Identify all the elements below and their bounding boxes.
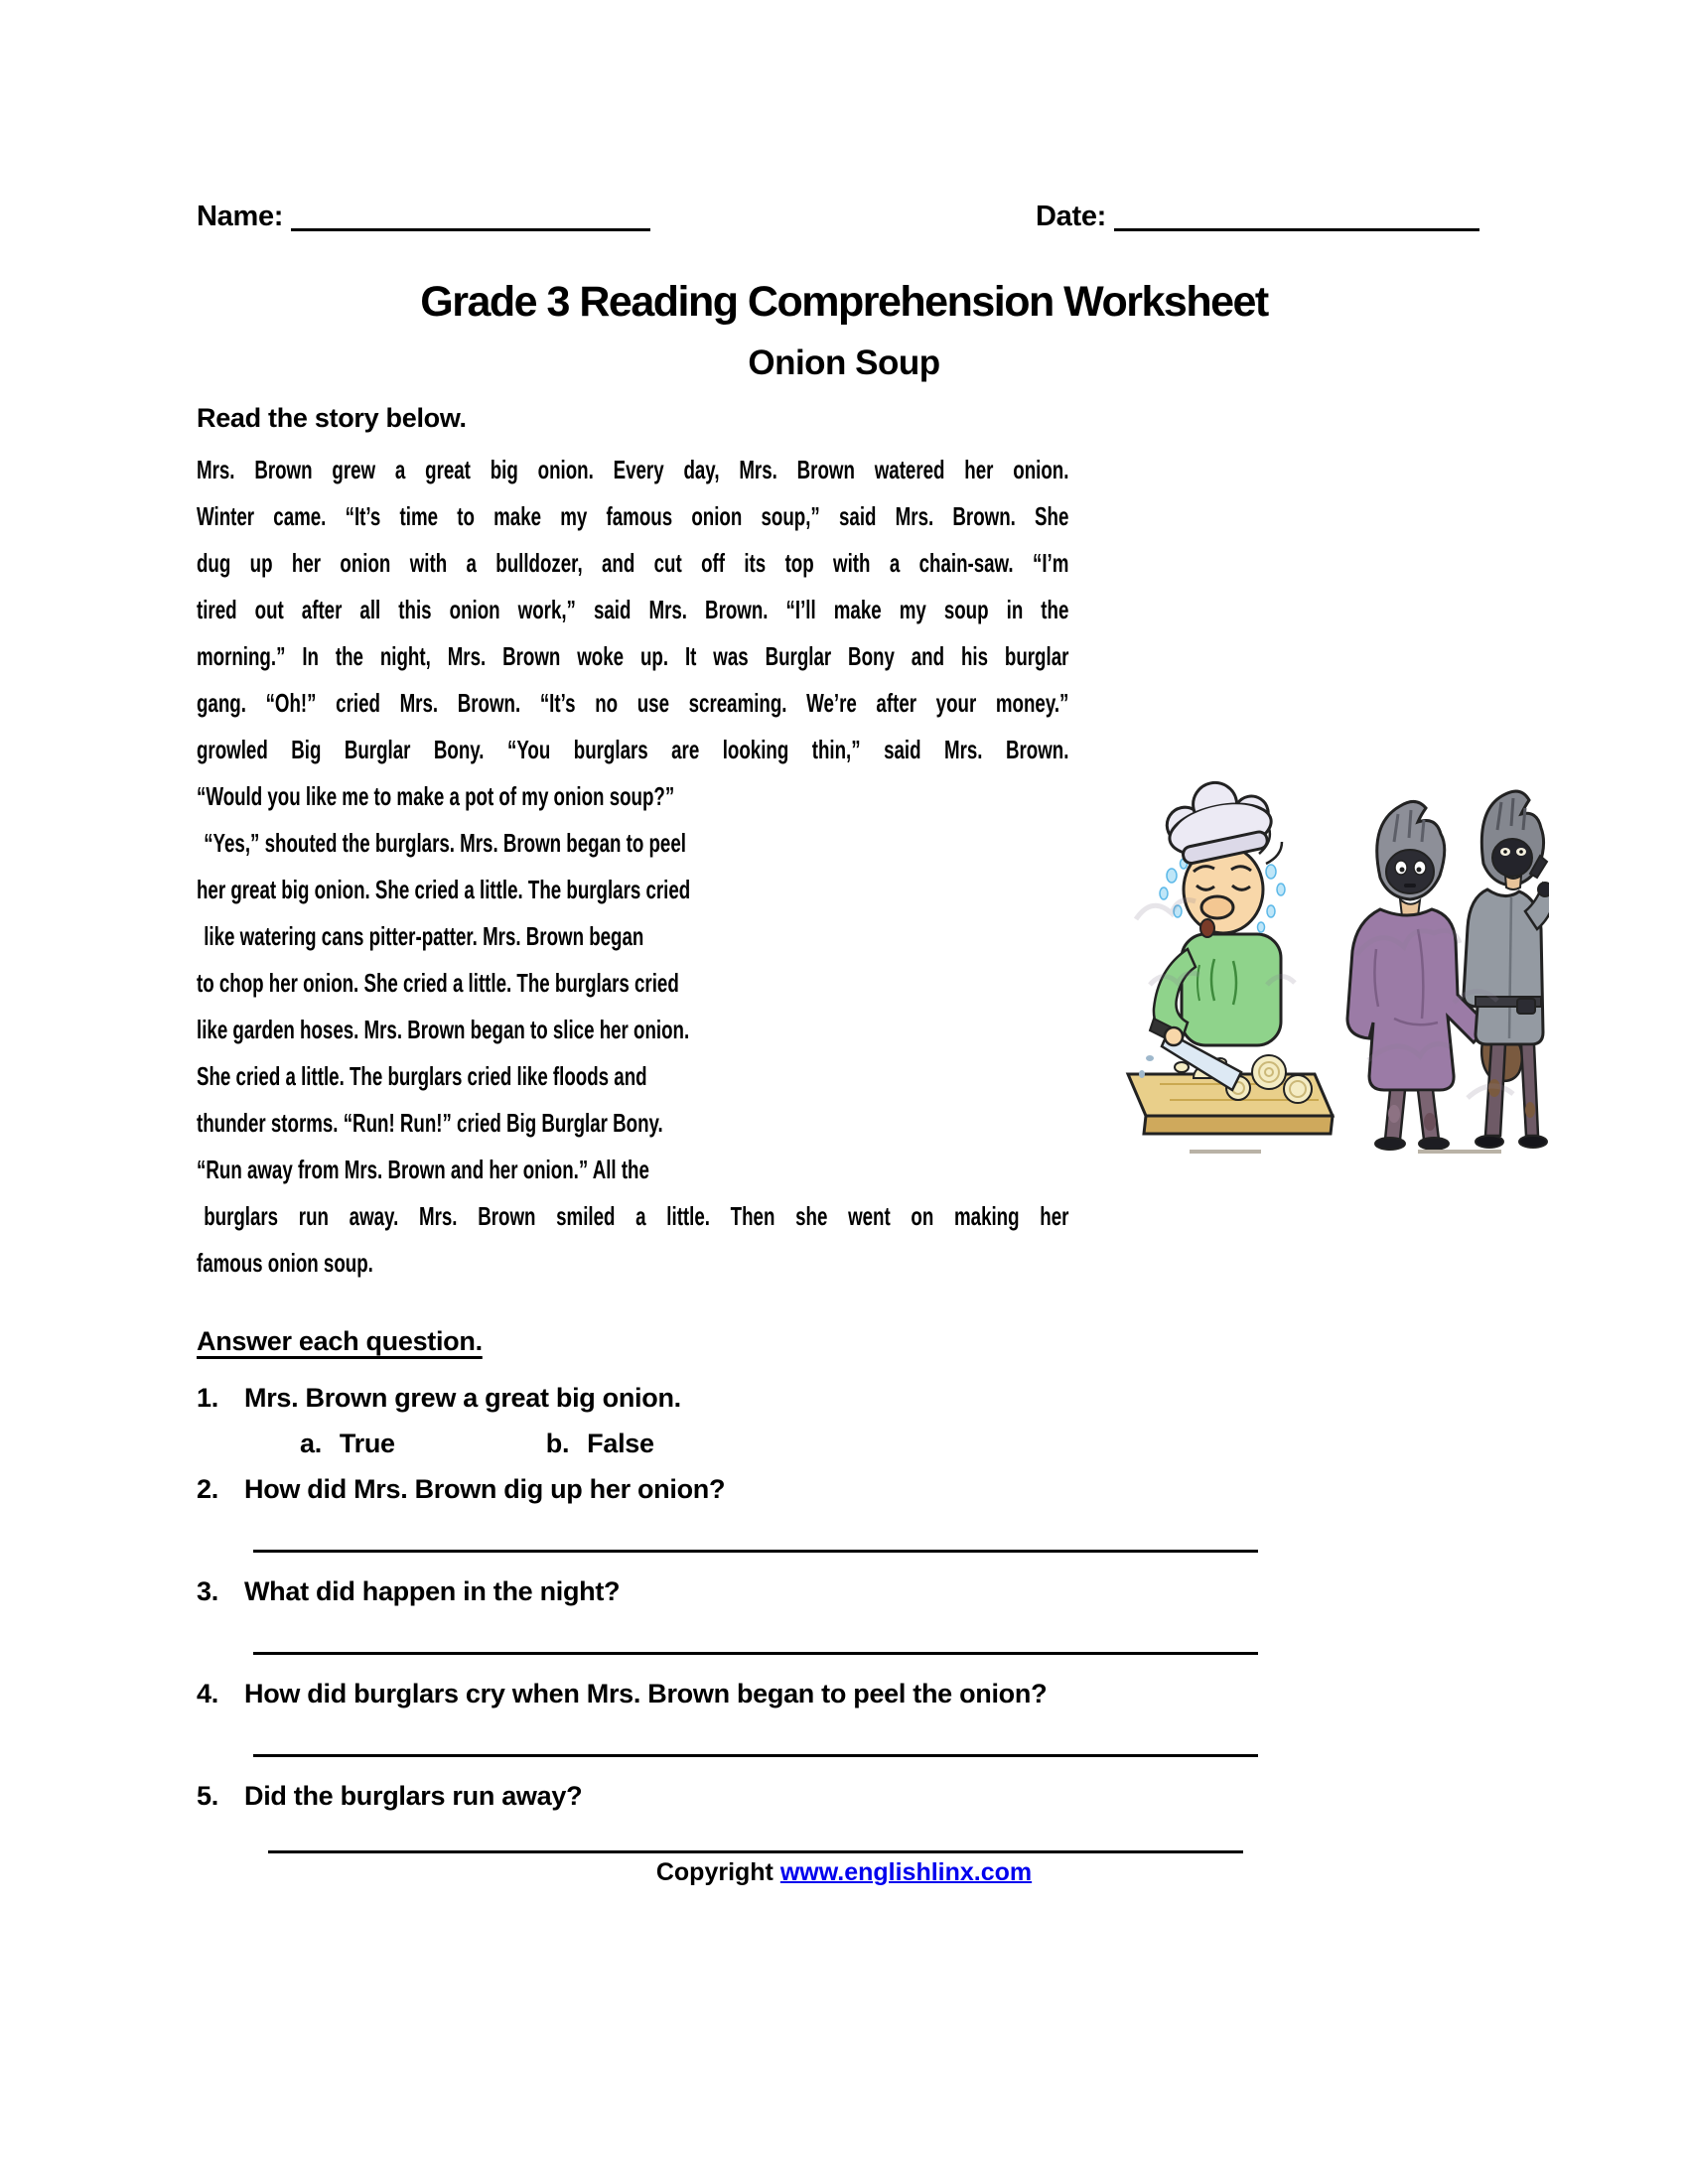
story-line: tired out after all this onion work,” said Mrs. Brown. “I’ll make my soup in the bbox=[197, 595, 1069, 624]
story-line: like watering cans pitter-patter. Mrs. Brown began bbox=[204, 921, 644, 951]
option-true[interactable]: True bbox=[339, 1429, 395, 1458]
story-line: growled Big Burglar Bony. “You burglars are looking thin,” said Mrs. Brown. bbox=[197, 735, 1069, 764]
story-line: morning.” In the night, Mrs. Brown woke up. It was Burglar Bony and his burglar bbox=[197, 641, 1069, 671]
story-line: “Yes,” shouted the burglars. Mrs. Brown began to peel bbox=[204, 828, 686, 858]
crying-chef-icon bbox=[1128, 780, 1333, 1134]
question-number: 3. bbox=[197, 1576, 218, 1606]
answer-line-2[interactable] bbox=[253, 1550, 1258, 1553]
story-line: Mrs. Brown grew a great big onion. Every day, Mrs. Brown watered her onion. bbox=[197, 455, 1069, 484]
page-title: Grade 3 Reading Comprehension Worksheet bbox=[420, 278, 1268, 326]
story-line: thunder storms. “Run! Run!” cried Big Burglar Bony. bbox=[197, 1108, 663, 1138]
questions-heading: Answer each question. bbox=[197, 1326, 483, 1356]
story-line: her great big onion. She cried a little. The burglars cried bbox=[197, 875, 691, 904]
date-field bbox=[1036, 201, 1479, 233]
question-text: Did the burglars run away? bbox=[244, 1781, 583, 1811]
question-3 bbox=[197, 1574, 1448, 1608]
questions-section bbox=[197, 1326, 1448, 1875]
question-text: How did Mrs. Brown dig up her onion? bbox=[244, 1474, 726, 1504]
name-field bbox=[197, 201, 650, 233]
question-2 bbox=[197, 1472, 1448, 1506]
caption-mark-left bbox=[1190, 1150, 1261, 1154]
question-text: Mrs. Brown grew a great big onion. bbox=[244, 1383, 681, 1413]
caption-mark-right bbox=[1418, 1150, 1501, 1154]
story-line: famous onion soup. bbox=[197, 1248, 373, 1278]
story-line: like garden hoses. Mrs. Brown began to slice her onion. bbox=[197, 1015, 690, 1044]
page-subtitle: Onion Soup bbox=[748, 343, 940, 382]
question-1 bbox=[197, 1381, 1448, 1415]
question-number: 5. bbox=[197, 1781, 218, 1811]
copyright-link[interactable]: www.englishlinx.com bbox=[779, 1858, 1033, 1886]
question-options bbox=[300, 1427, 1448, 1460]
question-number: 1. bbox=[197, 1383, 218, 1413]
story-line: burglars run away. Mrs. Brown smiled a little. Then she went on making her bbox=[204, 1201, 1069, 1231]
answer-line-4[interactable] bbox=[253, 1754, 1258, 1757]
chef-and-burglars-illustration bbox=[1120, 780, 1549, 1160]
option-false[interactable]: False bbox=[587, 1429, 654, 1458]
burglars-icon bbox=[1347, 791, 1549, 1150]
answer-line-5[interactable] bbox=[268, 1850, 1243, 1853]
name-input-line[interactable] bbox=[291, 201, 650, 231]
story-line: “Run away from Mrs. Brown and her onion.” All the bbox=[197, 1155, 649, 1184]
story-line: dug up her onion with a bulldozer, and cut off its top with a chain-saw. “I’m bbox=[197, 548, 1069, 578]
answer-line-3[interactable] bbox=[253, 1652, 1258, 1655]
story-line: gang. “Oh!” cried Mrs. Brown. “It’s no use screaming. We’re after your money.” bbox=[197, 688, 1069, 718]
story-line: to chop her onion. She cried a little. The burglars cried bbox=[197, 968, 679, 998]
question-number: 2. bbox=[197, 1474, 218, 1504]
question-text: How did burglars cry when Mrs. Brown began to peel the onion? bbox=[244, 1679, 1048, 1708]
story-line: Winter came. “It’s time to make my famous onion soup,” said Mrs. Brown. She bbox=[197, 501, 1069, 531]
question-5 bbox=[197, 1779, 1448, 1813]
date-input-line[interactable] bbox=[1114, 201, 1479, 231]
footer bbox=[139, 1858, 1549, 1887]
story-line: “Would you like me to make a pot of my onion soup?” bbox=[197, 781, 675, 811]
copyright-label: Copyright bbox=[655, 1858, 780, 1886]
name-label: Name: bbox=[197, 201, 284, 232]
question-4 bbox=[197, 1677, 1448, 1710]
story-line: She cried a little. The burglars cried like floods and bbox=[197, 1061, 647, 1091]
story-illustration bbox=[1120, 780, 1549, 1160]
story-paragraph bbox=[197, 447, 1068, 1287]
question-number: 4. bbox=[197, 1679, 218, 1708]
option-letter: b. bbox=[545, 1429, 570, 1458]
date-label: Date: bbox=[1036, 201, 1107, 232]
read-story-instruction: Read the story below. bbox=[197, 403, 467, 433]
option-letter: a. bbox=[300, 1429, 322, 1458]
question-text: What did happen in the night? bbox=[244, 1576, 621, 1606]
